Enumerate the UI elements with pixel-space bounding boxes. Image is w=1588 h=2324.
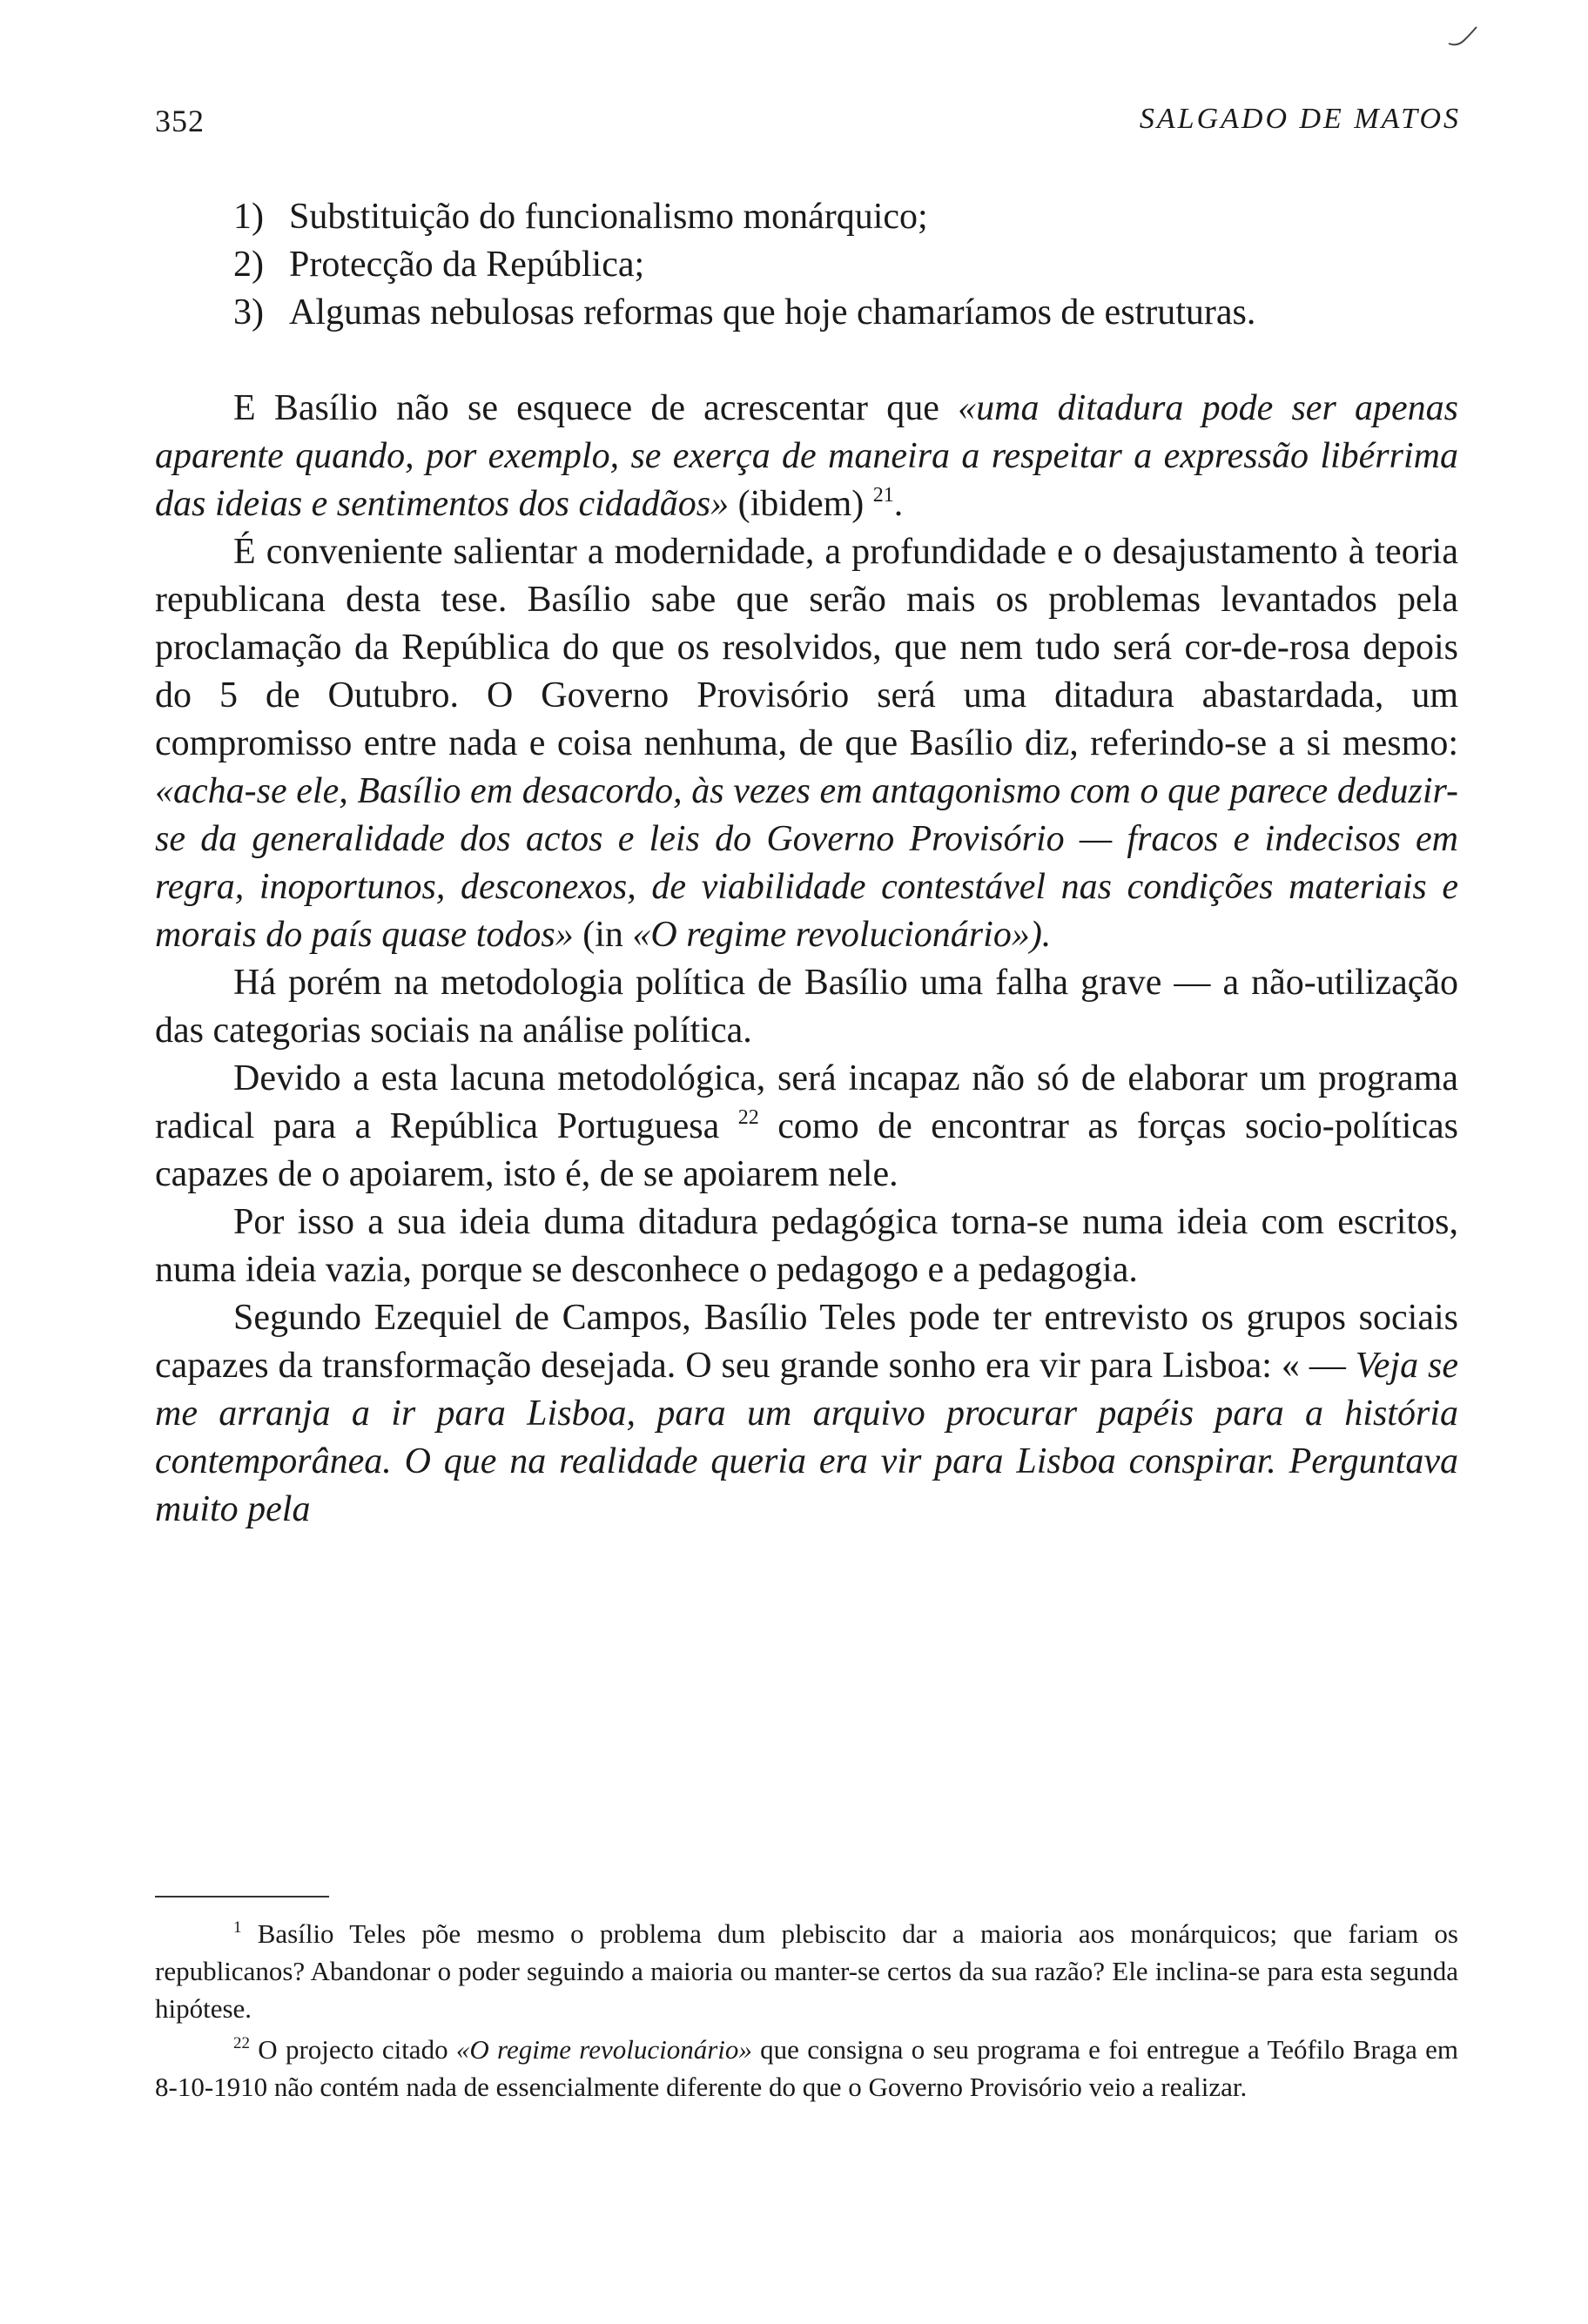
body-text	[155, 193, 1458, 1534]
footnotes	[155, 1915, 1458, 2109]
footnote-text: Basílio Teles põe mesmo o problema dum plebiscito dar a maioria aos monárquicos; que fariam os republicanos? Abandonar o poder seguindo a maioria ou manter-se certos da sua razão? Ele inclina-se para esta segunda hipótese.	[155, 1918, 1458, 2024]
numbered-list	[155, 193, 1458, 337]
quotation: «acha-se ele, Basílio em desacordo, às vezes em antagonismo com o que parece deduzir-se da generalidade dos actos e leis do Governo Provisório — fracos e indecisos em regra, inoportunos, desconexos, de viabilidade contestável nas condições materiais e morais do país quase todos»	[155, 771, 1458, 955]
list-number: 2)	[233, 245, 264, 285]
list-item	[155, 289, 1458, 337]
page-number: 352	[155, 104, 205, 138]
text-run: .	[893, 484, 904, 524]
paragraph-ezequiel	[155, 1294, 1458, 1534]
footnote-mark: 1	[233, 1918, 242, 1937]
list-text: Algumas nebulosas reformas que hoje chamaríamos de estruturas.	[289, 292, 1256, 332]
paragraph-modernidade	[155, 528, 1458, 959]
footnote-text: O projecto citado	[250, 2034, 456, 2065]
text-run: (ibidem)	[729, 484, 873, 524]
footnote-ref: 21	[872, 484, 894, 507]
list-item	[155, 241, 1458, 289]
text-run: Devido a esta lacuna metodológica, será incapaz não só de elaborar um programa radical para a República Portuguesa	[155, 1058, 1458, 1146]
footnote-text: que consigna o seu programa e foi entregue a Teófilo Braga em 8-10-1910 não contém nada de essencialmente diferente do que o Governo Provisório veio a realizar.	[155, 2034, 1458, 2102]
footnote-divider	[155, 1896, 329, 1897]
footnote-22	[155, 2031, 1458, 2106]
quotation: Veja se me arranja a ir para Lisboa, para um arquivo procurar papéis para a história contemporânea. O que na realidade queria era vir para Lisboa conspirar. Perguntava muito pela	[155, 1346, 1459, 1529]
text-run: como de encontrar as forças socio-políticas capazes de o apoiarem, isto é, de se apoiarem nele.	[155, 1106, 1458, 1194]
paragraph-ditadura-pedagogica: Por isso a sua ideia duma ditadura pedagógica torna-se numa ideia com escritos, numa ideia vazia, porque se desconhece o pedagogo e a pedagogia.	[155, 1202, 1458, 1290]
text-run: (in	[573, 915, 633, 955]
list-text: Substituição do funcionalismo monárquico;	[289, 197, 928, 237]
pencil-checkmark	[1445, 24, 1480, 50]
source-title: «O regime revolucionário»).	[632, 915, 1052, 955]
list-number: 1)	[233, 197, 264, 237]
text-run: É conveniente salientar a modernidade, a profundidade e o desajustamento à teoria republicana desta tese. Basílio sabe que serão mais os problemas levantados pela proclamação da República do que os resolvidos, que nem tudo será cor-de-rosa depois do 5 de Outubro. O Governo Provisório será uma ditadura abastardada, um compromisso entre nada e coisa nenhuma, de que Basílio diz, referindo-se a si mesmo:	[155, 532, 1458, 763]
page-header	[155, 103, 1461, 155]
list-number: 3)	[233, 292, 264, 332]
quotation: «uma ditadura pode ser apenas aparente quando, por exemplo, se exerça de maneira a respeitar a expressão libérrima das ideias e sentimentos dos cidadãos»	[155, 388, 1458, 524]
paragraph-ditadura-aparente	[155, 385, 1458, 528]
list-text: Protecção da República;	[289, 245, 645, 285]
text-run: Segundo Ezequiel de Campos, Basílio Teles pode ter entrevisto os grupos sociais capazes da transformação desejada. O seu grande sonho era vir para Lisboa: « —	[155, 1298, 1458, 1386]
running-head: SALGADO DE MATOS	[1139, 103, 1461, 135]
footnote-ref: 22	[737, 1106, 759, 1129]
list-item	[155, 193, 1458, 241]
source-title: «O regime revolucionário»	[455, 2034, 752, 2065]
paragraph-lacuna	[155, 1055, 1458, 1199]
footnote-mark: 22	[233, 2034, 250, 2052]
paragraph-falha-grave: Há porém na metodologia política de Basílio uma falha grave — a não-utilização das categorias sociais na análise política.	[155, 963, 1458, 1051]
text-run: E Basílio não se esquece de acrescentar que	[233, 388, 959, 428]
footnote-1	[155, 1915, 1458, 2027]
